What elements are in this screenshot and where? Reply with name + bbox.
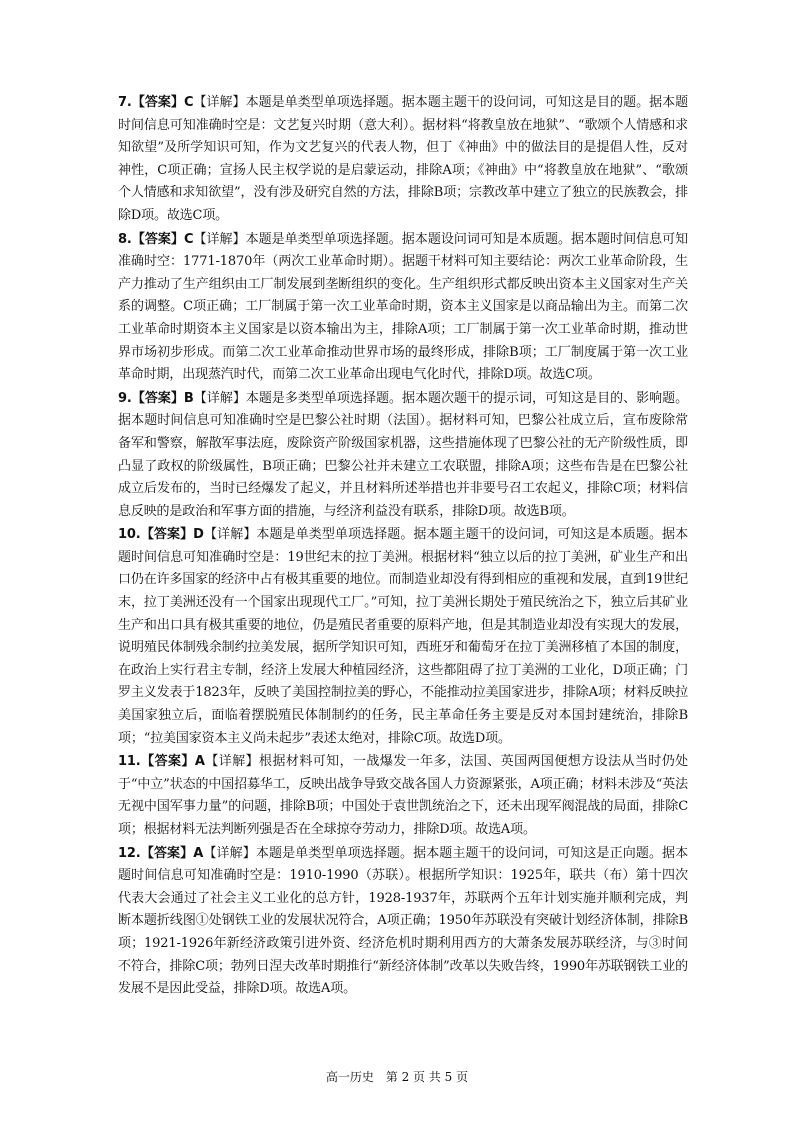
answer-label: 【答案】 [140, 754, 195, 770]
detail-label: 【详解】 [193, 95, 246, 110]
question-number: 12. [118, 845, 141, 861]
answer-label: 【答案】 [140, 527, 194, 543]
answer-explanation: 本题是单类型单项选择题。据本题主题干的设问词，可知这是本质题。据本题时间信息可知准确时空是：19世纪末的拉丁美洲。根据材料“独立以后的拉丁美洲，矿业生产和出口仍在许多国家的经济中占有极其重要的地位。而制造业却没有得到相应的重视和发展，直到19世纪末，拉丁美洲还没有一个国家出现现代工厂。”可知，拉丁美洲长期处于殖民统治之下，独立后其矿业生产和出口具有极其重要的地位，仍是殖民者重要的原料产地，但是其制造业却没有实现大的发展，说明殖民体制残余制约拉美发展，据所学知识可知，西班牙和葡萄牙在拉丁美洲移植了本国的制度，在政治上实行君主专制，经济上发展大种植园经济，这些都阻碍了拉丁美洲的工业化，D项正确；门罗主义发表于1823年，反映了美国控制拉美的野心，不能推动拉美国家进步，排除A项；材料反映拉美国家独立后，面临着摆脱殖民体制制约的任务，民主革命任务主要是反对本国封建统治，排除B项；“拉美国家资本主义尚未起步”表述太绝对，排除C项。故选D项。 [118, 527, 688, 746]
answer-label: 【答案】 [140, 845, 194, 861]
answer-item-11 [118, 751, 688, 841]
footer-subject: 高一历史 [325, 1070, 374, 1084]
answer-explanation: 本题是单类型单项选择题。据本题主题干的设问词，可知这是正向题。据本题时间信息可知准确时空是：1910-1990（苏联）。根据所学知识：1925年，联共（布）第十四次代表大会通过了社会主义工业化的总方针，1928-1937年，苏联两个五年计划实施并顺利完成，判断本题折线图①处钢铁工业的发展状况符合，A项正确；1950年苏联没有突破计划经济体制，排除B项；1921-1926年新经济政策引进外资、经济危机时期利用西方的大萧条发展苏联经济，与③时间不符合，排除C项；勃列日涅夫改革时期推行“新经济体制”改革以失败告终，1990年苏联钢铁工业的发展不是因此受益，排除D项。故选A项。 [118, 845, 688, 997]
answer-choice: C [183, 231, 194, 247]
answer-explanation: 根据材料可知，一战爆发一年多，法国、英国两国便想方设法从当时仍处于“中立”状态的中国招募华工，反映出战争导致交战各国人力资源紧张，A项正确；材料未涉及“英法无视中国军事力量”的问题，排除B项；中国处于袁世凯统治之下，还未出现军阀混战的局面，排除C项；根据材料无法判断列强是否在全球掠夺劳动力，排除D项。故选A项。 [118, 754, 688, 837]
detail-label: 【详解】 [203, 527, 257, 543]
footer-page-number: 第 2 页 共 5 页 [385, 1070, 469, 1084]
answer-item-12 [118, 843, 688, 1001]
question-number: 9. [118, 390, 132, 406]
question-number: 11. [118, 754, 141, 770]
answer-choice: A [194, 754, 205, 770]
answer-item-9 [118, 388, 688, 524]
answer-explanation: 本题是多类型单项选择题。据本题次题干的提示词，可知这是目的、影响题。据本题时间信息可知准确时空是巴黎公社时期（法国）。据材料可知，巴黎公社成立后，宣布废除常备军和警察，解散军事法庭，废除资产阶级国家机器，这些措施体现了巴黎公社的无产阶级性质，即凸显了政权的阶级属性，B项正确；巴黎公社并未建立工农联盟，排除A项；这些布告是在巴黎公社成立后发布的，当时已经爆发了起义，并且材料所述举措也并非要号召工农起义，排除C项；材料信息反映的是政治和军事方面的措施，与经济利益没有联系，排除D项。故选B项。 [118, 390, 689, 519]
answer-list [118, 92, 688, 1002]
answer-choice: B [183, 390, 194, 406]
answer-explanation: 本题是单类型单项选择题。据本题主题干的设问词，可知这是目的题。据本题时间信息可知准确时空是：文艺复兴时期（意大利）。据材料“将教皇放在地狱”、“歌颂个人情感和求知欲望”及所学知识可知，作为文艺复兴的代表人物，但丁《神曲》中的做法目的是提倡人性，反对神性，C项正确；宣扬人民主权学说的是启蒙运动，排除A项；《神曲》中“将教皇放在地狱”、“歌颂个人情感和求知欲望”，没有涉及研究自然的方法，排除B项；宗教改革中建立了独立的民族教会，排除D项。故选C项。 [118, 95, 689, 223]
detail-label: 【详解】 [204, 754, 260, 770]
page-footer [0, 1068, 794, 1085]
detail-label: 【详解】 [193, 390, 246, 406]
detail-label: 【详解】 [193, 231, 246, 247]
question-number: 7. [118, 95, 132, 110]
answer-item-7 [118, 92, 688, 228]
answer-item-10 [118, 524, 688, 750]
detail-label: 【详解】 [203, 845, 256, 861]
answer-label: 【答案】 [131, 390, 184, 406]
answer-label: 【答案】 [131, 95, 184, 110]
question-number: 8. [118, 231, 132, 247]
answer-choice: A [193, 845, 204, 861]
answer-choice: C [183, 95, 194, 110]
answer-label: 【答案】 [131, 231, 184, 247]
answer-explanation: 本题是单类型单项选择题。据本题设问词可知是本质题。据本题时间信息可知准确时空：1771-1870年（两次工业革命时期）。据题干材料可知主要结论：两次工业革命阶段，生产力推动了生产组织由工厂制发展到垄断组织的变化。生产组织形式都反映出资本主义国家对生产关系的调整。C项正确；工厂制属于第一次工业革命时期，资本主义国家是以商品输出为主。而第二次工业革命时期资本主义国家是以资本输出为主，排除A项；工厂制属于第一次工业革命时期，推动世界市场初步形成。而第二次工业革命推动世界市场的最终形成，排除B项；工厂制度属于第一次工业革命时期，出现蒸汽时代，而第二次工业革命出现电气化时代，排除D项。故选C项。 [118, 231, 689, 383]
answer-choice: D [193, 527, 204, 543]
question-number: 10. [118, 527, 141, 543]
answer-item-8 [118, 229, 688, 387]
